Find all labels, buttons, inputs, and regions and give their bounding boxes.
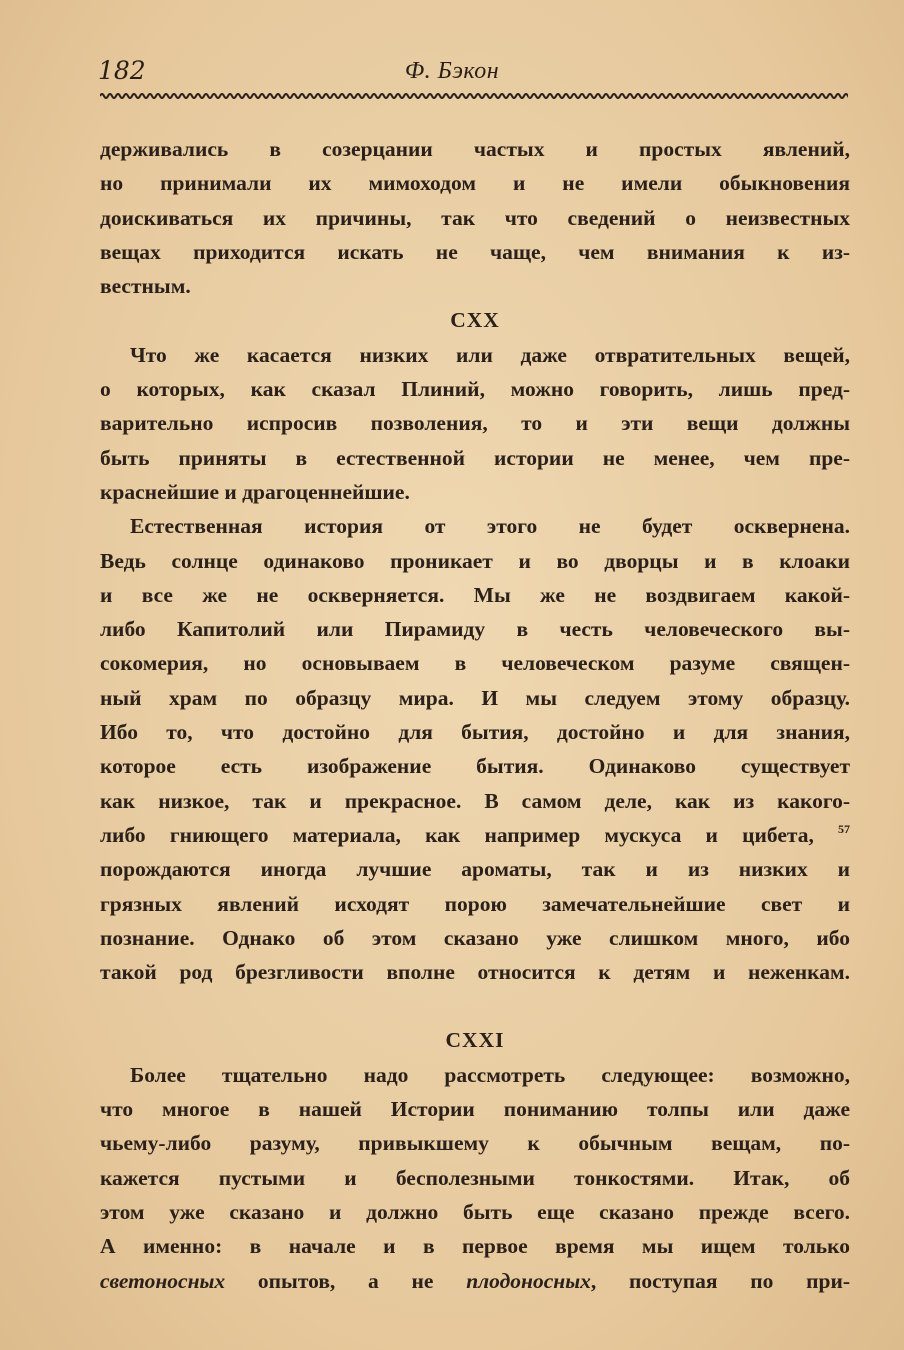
text-line: кажется пустыми и бесполезными тонкостями. Итак, об: [100, 1165, 850, 1190]
text-fragment: , поступая по при-: [590, 1268, 850, 1293]
section-heading-cxxi: CXXI: [445, 1028, 505, 1053]
text-line: ный храм по образцу мира. И мы следуем этому образцу.: [100, 685, 850, 710]
page-number: 182: [98, 56, 146, 85]
paragraph-cxx-2: [100, 509, 850, 989]
text-line-mixed: [100, 1264, 850, 1298]
text-line: этом уже сказано и должно быть еще сказано прежде всего.: [100, 1199, 850, 1224]
text-line: держивались в созерцании частых и простых явлений,: [100, 137, 850, 161]
decorative-wavy-rule: [100, 92, 848, 100]
text-line: что многое в нашей Истории пониманию толпы или даже: [100, 1097, 850, 1122]
paragraph-cxx-1: [100, 338, 850, 509]
text-line-with-footnote: [100, 818, 850, 852]
text-line: но принимали их мимоходом и не имели обыкновения: [100, 171, 850, 196]
text-line: сокомерия, но основываем в человеческом разуме священ-: [100, 651, 850, 676]
text-line: порождаются иногда лучшие ароматы, так и из низких и: [100, 857, 850, 882]
paragraph-cxxi-1: [100, 1058, 850, 1298]
paragraph-continued: [100, 132, 850, 303]
text-line: варительно испросив позволения, то и эти вещи должны: [100, 411, 850, 436]
text-line: доискиваться их причины, так что сведений о неизвестных: [100, 205, 850, 230]
text-fragment: опытов, а не: [225, 1268, 467, 1293]
text-line: такой род брезгливости вполне относится к детям и неженкам.: [100, 960, 850, 985]
text-line: Ибо то, что достойно для бытия, достойно и для знания,: [100, 720, 850, 745]
text-line: либо гниющего материала, как например мускуса и цибета,: [100, 822, 814, 847]
text-line: вестным.: [100, 274, 191, 299]
text-line: грязных явлений исходят порою замечательнейшие свет и: [100, 891, 850, 916]
text-line: о которых, как сказал Плиний, можно говорить, лишь пред-: [100, 377, 850, 402]
text-line: Более тщательно надо рассмотреть следующее: возможно,: [130, 1062, 850, 1087]
running-head: Ф. Бэкон: [404, 58, 500, 84]
text-line: либо Капитолий или Пирамиду в честь человеческого вы-: [100, 617, 850, 642]
text-line: которое есть изображение бытия. Одинаково существует: [100, 754, 850, 779]
section-gap: [100, 989, 850, 1023]
body-text: [100, 132, 850, 1298]
text-line: А именно: в начале и в первое время мы ищем только: [100, 1234, 850, 1259]
text-line: и все же не оскверняется. Мы же не воздвигаем какой-: [100, 582, 850, 607]
text-line: Ведь солнце одинаково проникает и во дворцы и в клоаки: [100, 548, 850, 573]
text-line: чьему-либо разуму, привыкшему к обычным вещам, по-: [100, 1131, 850, 1156]
section-heading-cxx: CXX: [450, 308, 500, 333]
text-line: познание. Однако об этом сказано уже слишком много, ибо: [100, 925, 850, 950]
text-line: вещах приходится искать не чаще, чем внимания к из-: [100, 239, 850, 264]
text-line: быть приняты в естественной истории не менее, чем пре-: [100, 445, 850, 470]
text-line: Что же касается низких или даже отвратительных вещей,: [130, 342, 850, 367]
page-header: [0, 52, 904, 92]
text-line: Естественная история от этого не будет осквернена.: [130, 514, 850, 539]
text-line: краснейшие и драгоценнейшие.: [100, 479, 410, 504]
footnote-reference[interactable]: 57: [838, 821, 850, 836]
italic-term: светоносных: [100, 1268, 226, 1293]
text-line: как низкое, так и прекрасное. В самом деле, как из какого-: [100, 788, 850, 813]
italic-term: плодоносных: [466, 1268, 591, 1293]
